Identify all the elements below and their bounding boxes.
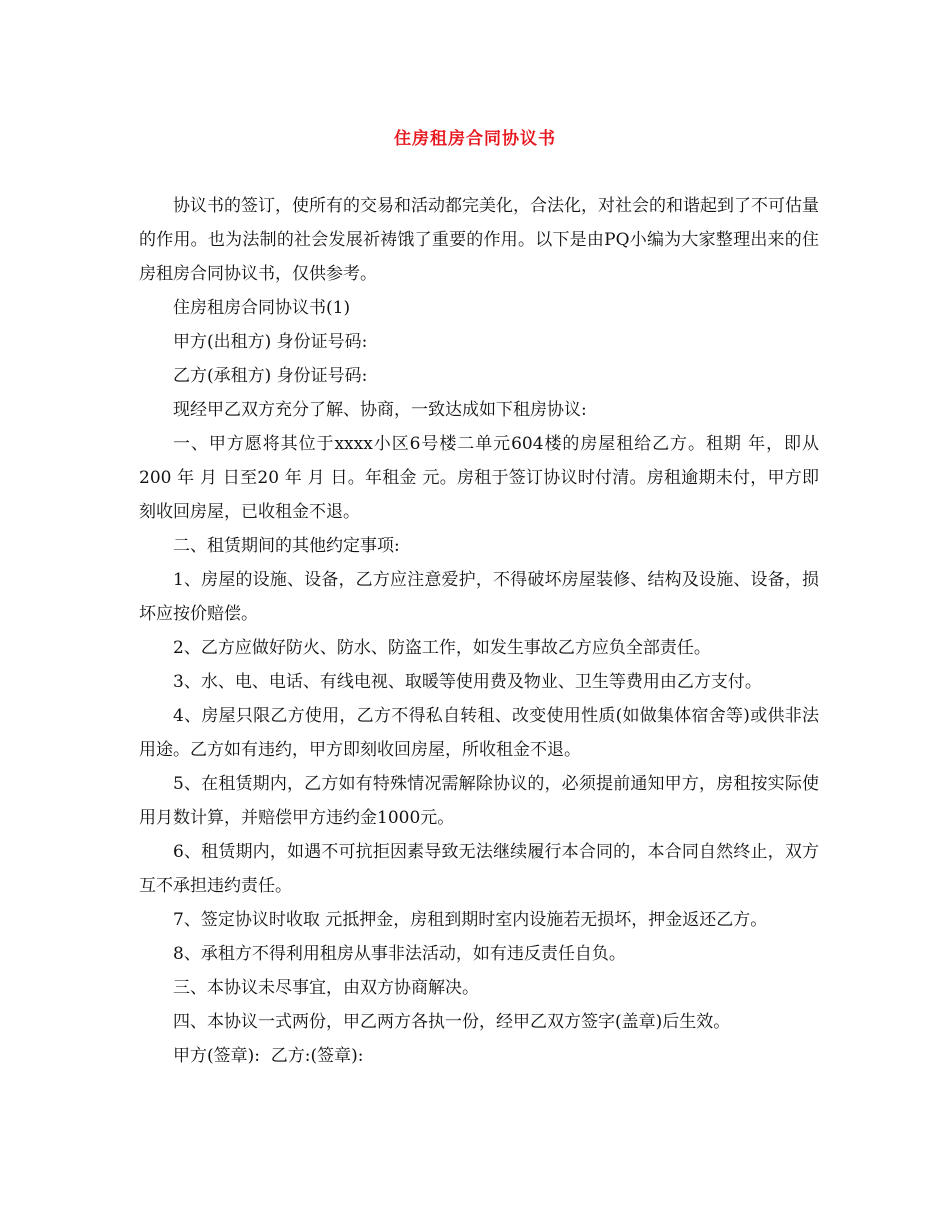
sub-clause-6: 6、租赁期内，如遇不可抗拒因素导致无法继续履行本合同的，本合同自然终止，双方互不承担违约责任。: [139, 842, 819, 896]
sub-clause-4: 4、房屋只限乙方使用，乙方不得私自转租、改变使用性质(如做集体宿舍等)或供非法用途。乙方如有违约，甲方即刻收回房屋，所收租金不退。: [139, 706, 819, 760]
clause-4: 四、本协议一式两份，甲乙两方各执一份，经甲乙双方签字(盖章)后生效。: [173, 1012, 731, 1032]
party-b-line: 乙方(承租方) 身份证号码:: [173, 366, 368, 386]
sub-clause-2: 2、乙方应做好防火、防水、防盗工作，如发生事故乙方应负全部责任。: [173, 638, 711, 658]
clause-3: 三、本协议未尽事宜，由双方协商解决。: [173, 978, 479, 998]
sub-clause-5: 5、在租赁期内，乙方如有特殊情况需解除协议的，必须提前通知甲方，房租按实际使用月数计算，并赔偿甲方违约金1000元。: [139, 774, 819, 828]
contract-heading: 住房租房合同协议书(1): [173, 298, 351, 318]
signature-line: 甲方(签章): 乙方:(签章):: [173, 1046, 364, 1066]
party-a-line: 甲方(出租方) 身份证号码:: [173, 332, 368, 352]
intro-paragraph: 协议书的签订，使所有的交易和活动都完美化，合法化，对社会的和谐起到了不可估量的作用。也为法制的社会发展祈祷饿了重要的作用。以下是由PQ小编为大家整理出来的住房租房合同协议书，仅供参考。: [139, 196, 819, 284]
agreement-statement: 现经甲乙双方充分了解、协商，一致达成如下租房协议:: [173, 400, 587, 420]
sub-clause-3: 3、水、电、电话、有线电视、取暖等使用费及物业、卫生等费用由乙方支付。: [173, 672, 762, 692]
clause-1: 一、甲方愿将其位于xxxx小区6号楼二单元604楼的房屋租给乙方。租期 年，即从200 年 月 日至20 年 月 日。年租金 元。房租于签订协议时付清。房租逾期未付，甲方即刻收回房屋，已收租金不退。: [139, 434, 819, 522]
sub-clause-7: 7、签定协议时收取 元抵押金，房租到期时室内设施若无损坏，押金返还乙方。: [173, 910, 768, 930]
sub-clause-8: 8、承租方不得利用租房从事非法活动，如有违反责任自负。: [173, 944, 626, 964]
sub-clause-1: 1、房屋的设施、设备，乙方应注意爱护，不得破坏房屋装修、结构及设施、设备，损坏应按价赔偿。: [139, 570, 819, 624]
clause-2-heading: 二、租赁期间的其他约定事项:: [173, 536, 400, 556]
document-title: 住房租房合同协议书: [394, 129, 556, 149]
document-body: [139, 189, 819, 1073]
